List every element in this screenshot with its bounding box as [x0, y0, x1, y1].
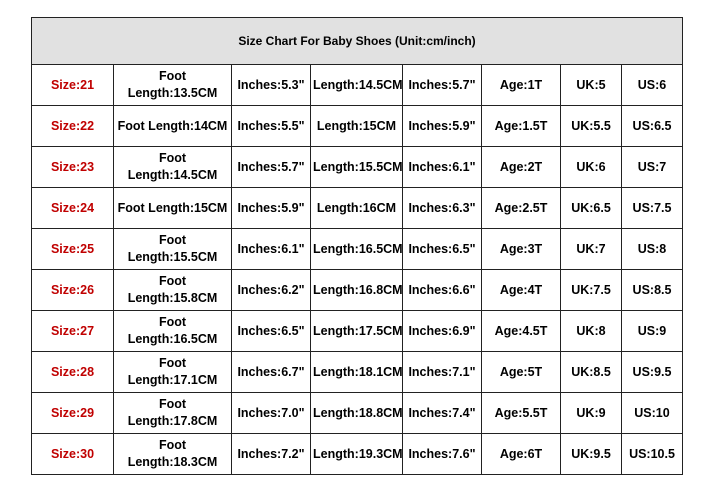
- uk-size-cell: UK:8.5: [561, 352, 622, 393]
- foot-inches-cell: Inches:7.2": [232, 434, 311, 475]
- size-cell: Size:27: [32, 311, 114, 352]
- age-cell: Age:6T: [482, 434, 561, 475]
- foot-length-cell: Foot Length:17.1CM: [114, 352, 232, 393]
- length-cell: Length:18.1CM: [311, 352, 403, 393]
- chart-body: [32, 65, 683, 475]
- age-cell: Age:2.5T: [482, 188, 561, 229]
- length-inches-cell: Inches:7.4": [403, 393, 482, 434]
- uk-size-cell: UK:5.5: [561, 106, 622, 147]
- length-inches-cell: Inches:6.5": [403, 229, 482, 270]
- uk-size-cell: UK:6.5: [561, 188, 622, 229]
- length-cell: Length:15CM: [311, 106, 403, 147]
- us-size-cell: US:8.5: [622, 270, 683, 311]
- us-size-cell: US:10.5: [622, 434, 683, 475]
- table-row: [32, 434, 683, 475]
- foot-length-cell: Foot Length:17.8CM: [114, 393, 232, 434]
- size-chart-table: [31, 17, 683, 475]
- size-cell: Size:30: [32, 434, 114, 475]
- table-row: [32, 311, 683, 352]
- us-size-cell: US:7.5: [622, 188, 683, 229]
- foot-inches-cell: Inches:6.1": [232, 229, 311, 270]
- foot-length-cell: Foot Length:18.3CM: [114, 434, 232, 475]
- foot-length-cell: Foot Length:14.5CM: [114, 147, 232, 188]
- chart-title: Size Chart For Baby Shoes (Unit:cm/inch): [32, 18, 683, 65]
- length-inches-cell: Inches:7.1": [403, 352, 482, 393]
- length-inches-cell: Inches:6.9": [403, 311, 482, 352]
- length-cell: Length:16.8CM: [311, 270, 403, 311]
- table-row: [32, 147, 683, 188]
- length-cell: Length:14.5CM: [311, 65, 403, 106]
- length-inches-cell: Inches:6.6": [403, 270, 482, 311]
- foot-length-cell: Foot Length:13.5CM: [114, 65, 232, 106]
- foot-inches-cell: Inches:5.3": [232, 65, 311, 106]
- uk-size-cell: UK:9: [561, 393, 622, 434]
- foot-length-cell: Foot Length:15CM: [114, 188, 232, 229]
- length-inches-cell: Inches:7.6": [403, 434, 482, 475]
- size-cell: Size:25: [32, 229, 114, 270]
- size-cell: Size:26: [32, 270, 114, 311]
- us-size-cell: US:6: [622, 65, 683, 106]
- us-size-cell: US:9: [622, 311, 683, 352]
- age-cell: Age:5T: [482, 352, 561, 393]
- age-cell: Age:4T: [482, 270, 561, 311]
- table-row: [32, 270, 683, 311]
- table-row: [32, 188, 683, 229]
- us-size-cell: US:6.5: [622, 106, 683, 147]
- size-cell: Size:21: [32, 65, 114, 106]
- us-size-cell: US:8: [622, 229, 683, 270]
- table-row: [32, 65, 683, 106]
- foot-inches-cell: Inches:6.5": [232, 311, 311, 352]
- length-cell: Length:16CM: [311, 188, 403, 229]
- us-size-cell: US:9.5: [622, 352, 683, 393]
- table-row: [32, 229, 683, 270]
- foot-inches-cell: Inches:6.2": [232, 270, 311, 311]
- age-cell: Age:3T: [482, 229, 561, 270]
- foot-inches-cell: Inches:5.5": [232, 106, 311, 147]
- uk-size-cell: UK:7: [561, 229, 622, 270]
- foot-length-cell: Foot Length:14CM: [114, 106, 232, 147]
- table-row: [32, 393, 683, 434]
- age-cell: Age:4.5T: [482, 311, 561, 352]
- size-cell: Size:22: [32, 106, 114, 147]
- uk-size-cell: UK:9.5: [561, 434, 622, 475]
- length-inches-cell: Inches:6.3": [403, 188, 482, 229]
- foot-inches-cell: Inches:6.7": [232, 352, 311, 393]
- size-cell: Size:29: [32, 393, 114, 434]
- length-cell: Length:15.5CM: [311, 147, 403, 188]
- us-size-cell: US:7: [622, 147, 683, 188]
- age-cell: Age:1.5T: [482, 106, 561, 147]
- table-row: [32, 352, 683, 393]
- age-cell: Age:1T: [482, 65, 561, 106]
- length-cell: Length:17.5CM: [311, 311, 403, 352]
- length-cell: Length:16.5CM: [311, 229, 403, 270]
- uk-size-cell: UK:6: [561, 147, 622, 188]
- foot-inches-cell: Inches:5.9": [232, 188, 311, 229]
- length-cell: Length:18.8CM: [311, 393, 403, 434]
- uk-size-cell: UK:5: [561, 65, 622, 106]
- us-size-cell: US:10: [622, 393, 683, 434]
- length-cell: Length:19.3CM: [311, 434, 403, 475]
- foot-inches-cell: Inches:7.0": [232, 393, 311, 434]
- length-inches-cell: Inches:6.1": [403, 147, 482, 188]
- uk-size-cell: UK:8: [561, 311, 622, 352]
- age-cell: Age:2T: [482, 147, 561, 188]
- size-cell: Size:24: [32, 188, 114, 229]
- foot-length-cell: Foot Length:15.8CM: [114, 270, 232, 311]
- foot-length-cell: Foot Length:15.5CM: [114, 229, 232, 270]
- length-inches-cell: Inches:5.9": [403, 106, 482, 147]
- foot-length-cell: Foot Length:16.5CM: [114, 311, 232, 352]
- uk-size-cell: UK:7.5: [561, 270, 622, 311]
- length-inches-cell: Inches:5.7": [403, 65, 482, 106]
- age-cell: Age:5.5T: [482, 393, 561, 434]
- table-row: [32, 106, 683, 147]
- size-cell: Size:28: [32, 352, 114, 393]
- foot-inches-cell: Inches:5.7": [232, 147, 311, 188]
- size-cell: Size:23: [32, 147, 114, 188]
